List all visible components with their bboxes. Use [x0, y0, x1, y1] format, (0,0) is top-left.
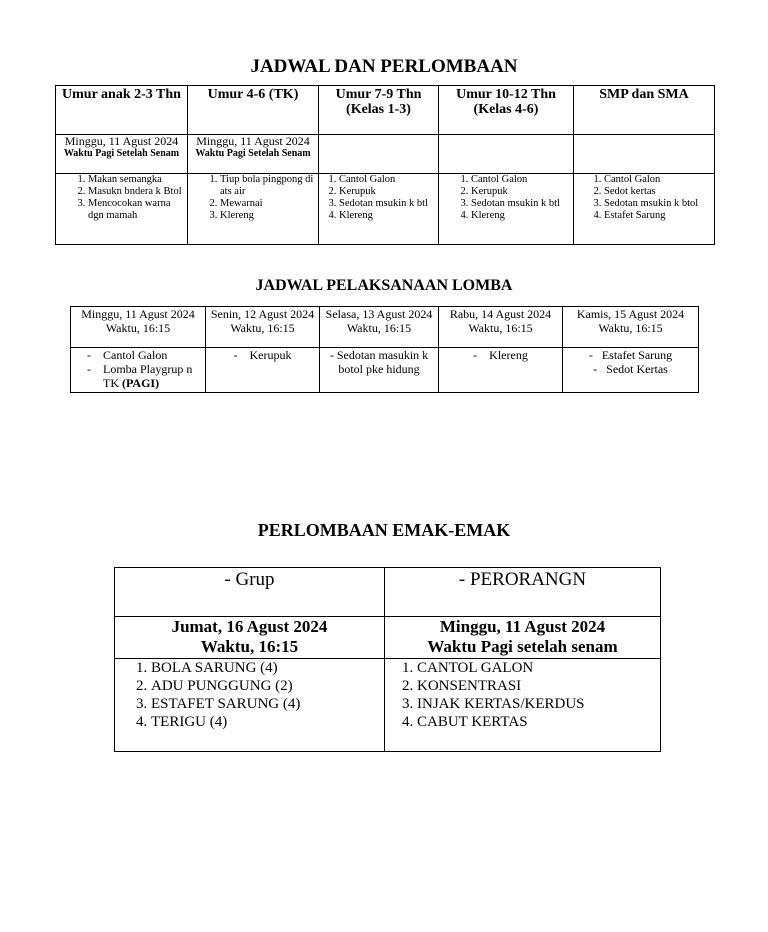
list-item: 1. BOLA SARUNG (4)	[151, 659, 384, 677]
table-row	[56, 135, 715, 174]
schedule-table	[55, 85, 715, 245]
table-row	[56, 174, 715, 245]
items-cell	[319, 174, 439, 245]
header-cell: Umur 7-9 Thn (Kelas 1-3)	[319, 86, 439, 135]
list-item: 3. Sedotan msukin k btl	[471, 198, 573, 210]
items-cell	[563, 348, 699, 393]
table-header-row	[56, 86, 715, 135]
header-cell: - PERORANGN	[385, 568, 661, 617]
list-item: - Estafet Sarung	[588, 348, 673, 362]
items-cell	[439, 174, 574, 245]
list-item: 1. Cantol Galon	[471, 174, 573, 186]
items-cell	[71, 348, 206, 393]
list-item: 2. Kerupuk	[471, 186, 573, 198]
items-cell	[188, 174, 319, 245]
list-item: - Cantol Galon	[87, 348, 168, 362]
header-cell: Umur anak 2-3 Thn	[56, 86, 188, 135]
table-row	[115, 659, 661, 752]
list-item: - Kerupuk	[233, 348, 292, 362]
list-item: 1. Cantol Galon	[604, 174, 714, 186]
date-cell: Senin, 12 Agust 2024 Waktu, 16:15	[206, 307, 320, 348]
emak-emak-table	[114, 567, 661, 752]
table-header-row	[115, 568, 661, 617]
list-item: 2. Masukn bndera k Btol	[88, 186, 187, 198]
header-cell: Umur 10-12 Thn (Kelas 4-6)	[439, 86, 574, 135]
list-item: - Lomba Playgrup n TK (PAGI)	[87, 362, 193, 390]
list-item: - Sedotan masukin k botol pke hidung	[329, 348, 429, 376]
table-row	[71, 307, 699, 348]
date-cell	[574, 135, 715, 174]
list-item: 1. CANTOL GALON	[417, 659, 660, 677]
items-cell	[320, 348, 439, 393]
list-item: 2. KONSENTRASI	[417, 677, 660, 695]
date-cell	[319, 135, 439, 174]
date-cell: Selasa, 13 Agust 2024 Waktu, 16:15	[320, 307, 439, 348]
date-cell: Kamis, 15 Agust 2024 Waktu, 16:15	[563, 307, 699, 348]
header-cell: Umur 4-6 (TK)	[188, 86, 319, 135]
list-item: 2. Kerupuk	[339, 186, 438, 198]
items-cell	[385, 659, 661, 752]
list-item: 1. Tiup bola pingpong di ats air	[220, 174, 318, 198]
list-item: 2. ADU PUNGGUNG (2)	[151, 677, 384, 695]
section2-title: JADWAL PELAKSANAAN LOMBA	[255, 277, 513, 294]
header-cell: - Grup	[115, 568, 385, 617]
items-cell	[206, 348, 320, 393]
execution-schedule-table	[70, 306, 699, 393]
date-cell	[439, 135, 574, 174]
list-item: 4. Estafet Sarung	[604, 210, 714, 222]
list-item: 3. INJAK KERTAS/KERDUS	[417, 695, 660, 713]
section1-title: JADWAL DAN PERLOMBAAN	[250, 56, 518, 77]
list-item: - Sedot Kertas	[593, 362, 668, 376]
list-item: - Klereng	[473, 348, 528, 362]
date-cell: Minggu, 11 Agust 2024 Waktu Pagi Setelah Senam	[56, 135, 188, 174]
list-item: 3. Klereng	[220, 210, 318, 222]
date-cell: Minggu, 11 Agust 2024 Waktu, 16:15	[71, 307, 206, 348]
list-item: 4. TERIGU (4)	[151, 713, 384, 731]
list-item: 2. Sedot kertas	[604, 186, 714, 198]
items-cell	[115, 659, 385, 752]
list-item: 4. Klereng	[471, 210, 573, 222]
items-cell	[574, 174, 715, 245]
items-cell	[439, 348, 563, 393]
list-item: 3. Sedotan msukin k btol	[604, 198, 714, 210]
table-row	[71, 348, 699, 393]
items-cell	[56, 174, 188, 245]
date-cell: Minggu, 11 Agust 2024 Waktu Pagi Setelah Senam	[188, 135, 319, 174]
date-cell: Minggu, 11 Agust 2024 Waktu Pagi setelah senam	[385, 617, 661, 659]
list-item: 3. Sedotan msukin k btl	[339, 198, 438, 210]
list-item: 3. ESTAFET SARUNG (4)	[151, 695, 384, 713]
section3-title: PERLOMBAAN EMAK-EMAK	[257, 520, 511, 540]
list-item: 1. Makan semangka	[88, 174, 187, 186]
list-item: 3. Mencocokan warna dgn mamah	[88, 198, 187, 222]
list-item: 4. CABUT KERTAS	[417, 713, 660, 731]
date-cell: Rabu, 14 Agust 2024 Waktu, 16:15	[439, 307, 563, 348]
list-item: 2. Mewarnai	[220, 198, 318, 210]
date-cell: Jumat, 16 Agust 2024 Waktu, 16:15	[115, 617, 385, 659]
table-row	[115, 617, 661, 659]
list-item: 1. Cantol Galon	[339, 174, 438, 186]
list-item: 4. Klereng	[339, 210, 438, 222]
header-cell: SMP dan SMA	[574, 86, 715, 135]
